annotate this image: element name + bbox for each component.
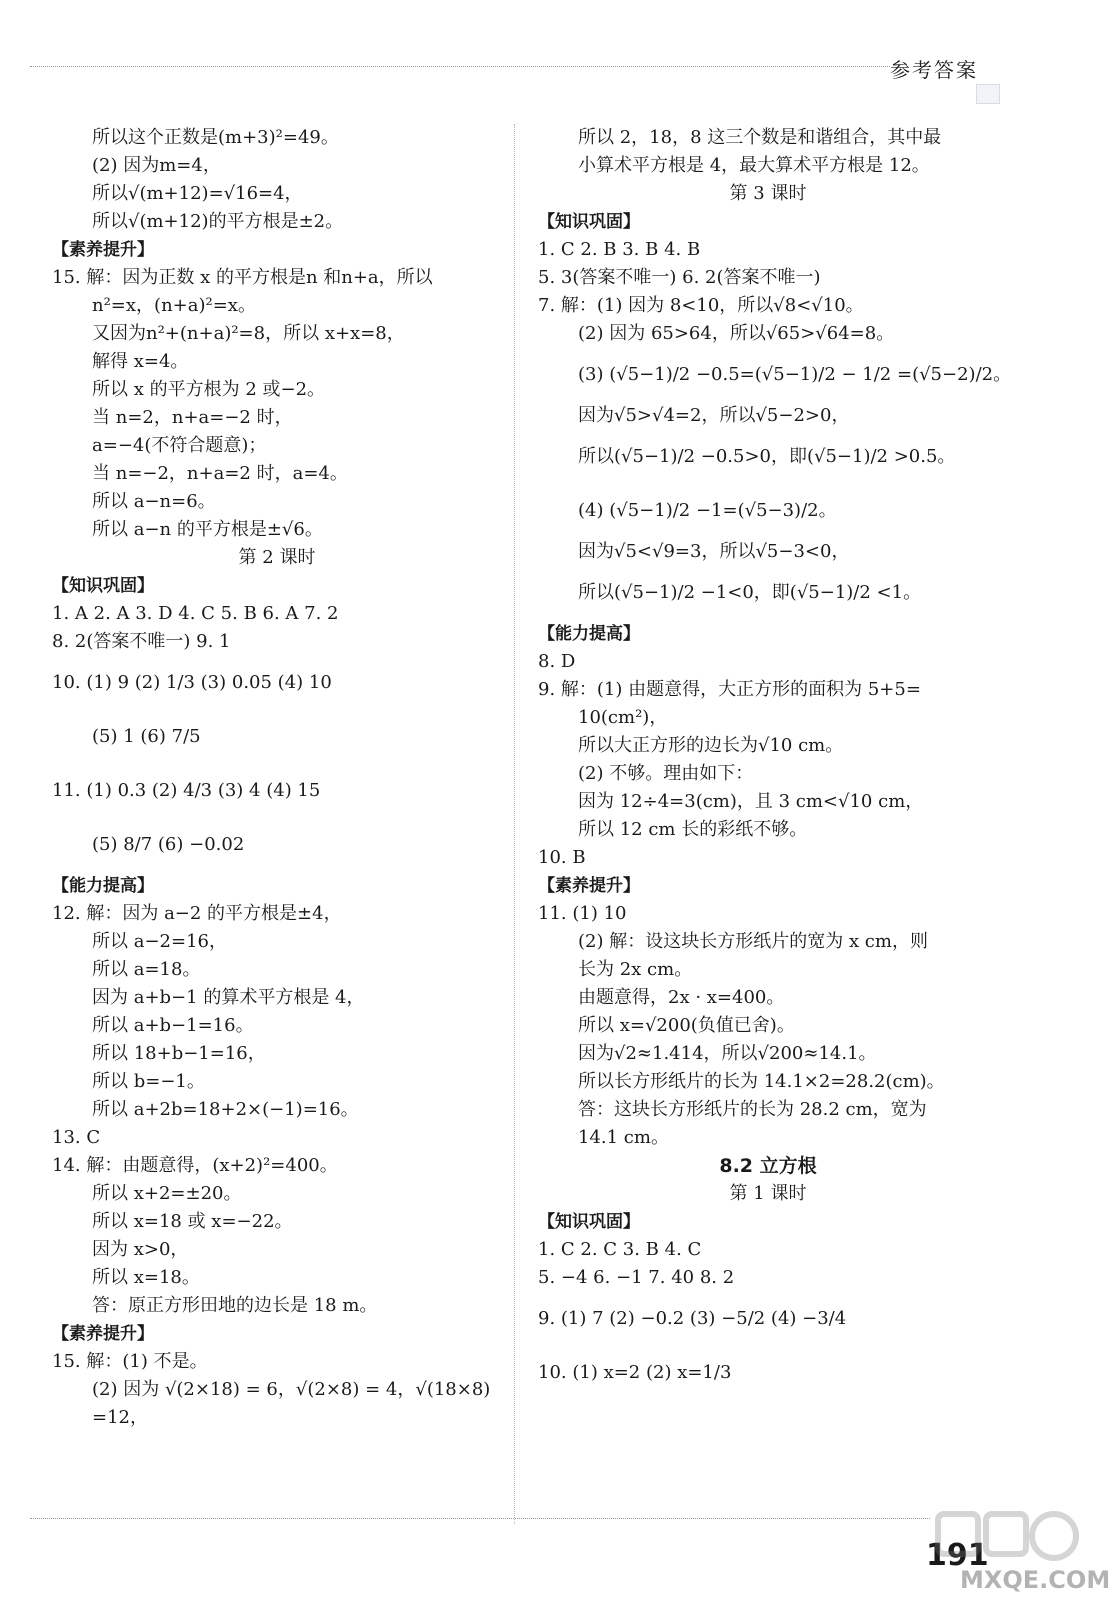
answer-line: 所以这个正数是(m+3)²=49。: [92, 127, 339, 148]
answer-line: 1. C 2. B 3. B 4. B: [538, 239, 701, 260]
answer-line: 12. 解：因为 a−2 的平方根是±4，: [52, 903, 342, 924]
answer-line: 10. (1) x=2 (2) x=1/3: [538, 1362, 732, 1383]
answer-line: 小算术平方根是 4，最大算术平方根是 12。: [578, 155, 930, 176]
answer-line: (5) 1 (6) 7/5: [92, 726, 201, 747]
watermark-text: MXQE.COM: [960, 1566, 1110, 1594]
answer-line: 当 n=−2，n+a=2 时，a=4。: [92, 463, 348, 484]
section-heading: 【知识巩固】: [52, 576, 154, 596]
answer-line: 第 3 课时: [729, 183, 807, 204]
answer-line: 又因为n²+(n+a)²=8，所以 x+x=8，: [92, 323, 405, 344]
section-heading: 【能力提高】: [52, 876, 154, 896]
answer-line: 10. B: [538, 847, 586, 868]
answer-line: 当 n=2，n+a=−2 时，: [92, 407, 293, 428]
answer-line: 第 1 课时: [729, 1183, 807, 1204]
answer-line: 8.2 立方根: [719, 1155, 817, 1177]
answer-line: 因为√5<√9=3，所以√5−3<0，: [578, 541, 850, 562]
answer-line: 因为√5>√4=2，所以√5−2>0，: [578, 405, 850, 426]
section-heading: 【素养提升】: [52, 240, 154, 260]
corner-mark-icon: [976, 84, 1000, 104]
answer-line: 11. (1) 10: [538, 903, 627, 924]
answer-line: 所以 x=18 或 x=−22。: [92, 1211, 293, 1232]
answer-line: 15. 解：因为正数 x 的平方根是n 和n+a，所以: [52, 267, 433, 288]
answer-line: 7. 解：(1) 因为 8<10，所以√8<√10。: [538, 295, 864, 316]
answer-line: 所以 a−2=16，: [92, 931, 227, 952]
answer-line: 9. 解：(1) 由题意得，大正方形的面积为 5+5=: [538, 679, 921, 700]
answer-line: 所以 18+b−1=16，: [92, 1043, 266, 1064]
answer-line: 所以(√5−1)/2 −0.5>0，即(√5−1)/2 >0.5。: [578, 446, 956, 467]
answer-line: 5. −4 6. −1 7. 40 8. 2: [538, 1267, 735, 1288]
answer-line: 答：原正方形田地的边长是 18 m。: [92, 1295, 378, 1316]
answer-line: (4) (√5−1)/2 −1=(√5−3)/2。: [578, 500, 837, 521]
answer-line: 1. A 2. A 3. D 4. C 5. B 6. A 7. 2: [52, 603, 339, 624]
answer-line: 5. 3(答案不唯一) 6. 2(答案不唯一): [538, 267, 821, 288]
answer-line: 所以大正方形的边长为√10 cm。: [578, 735, 844, 756]
answer-line: 所以 a−n 的平方根是±√6。: [92, 519, 323, 540]
answer-line: 所以 x 的平方根为 2 或−2。: [92, 379, 326, 400]
answer-line: 由题意得，2x · x=400。: [578, 987, 785, 1008]
right-column: [538, 124, 1012, 1400]
answer-line: 10. (1) 9 (2) 1/3 (3) 0.05 (4) 10: [52, 672, 332, 693]
answer-line: 13. C: [52, 1127, 101, 1148]
answer-line: (2) 不够。理由如下：: [578, 763, 754, 784]
answer-line: 第 2 课时: [238, 547, 316, 568]
answer-line: (2) 因为 65>64，所以√65>√64=8。: [578, 323, 895, 344]
answer-line: 因为 a+b−1 的算术平方根是 4，: [92, 987, 365, 1008]
answer-line: 所以 a+b−1=16。: [92, 1015, 254, 1036]
page-number: 191: [926, 1538, 989, 1573]
answer-line: 所以 2，18，8 这三个数是和谐组合，其中最: [578, 127, 942, 148]
answer-line: 所以 a=18。: [92, 959, 201, 980]
answer-line: 所以(√5−1)/2 −1<0，即(√5−1)/2 <1。: [578, 582, 922, 603]
answer-line: 因为 12÷4=3(cm)，且 3 cm<√10 cm，: [578, 791, 924, 812]
answer-line: 所以 12 cm 长的彩纸不够。: [578, 819, 808, 840]
answer-line: 解得 x=4。: [92, 351, 189, 372]
answer-line: n²=x，(n+a)²=x。: [92, 295, 256, 316]
answer-line: 因为 x>0，: [92, 1239, 189, 1260]
answer-line: 14.1 cm。: [578, 1127, 669, 1148]
answer-line: 所以 x+2=±20。: [92, 1183, 242, 1204]
answer-line: 所以 a−n=6。: [92, 491, 216, 512]
answer-line: (3) (√5−1)/2 −0.5=(√5−1)/2 − 1/2 =(√5−2)/2。: [578, 364, 1012, 385]
footer-rule: [30, 1518, 930, 1519]
left-column: [52, 124, 502, 1432]
answer-line: 所以 x=18。: [92, 1267, 200, 1288]
section-heading: 【素养提升】: [52, 1324, 154, 1344]
section-heading: 【素养提升】: [538, 876, 640, 896]
answer-line: 答：这块长方形纸片的长为 28.2 cm，宽为: [578, 1099, 927, 1120]
section-heading: 【知识巩固】: [538, 1212, 640, 1232]
answer-line: (5) 8/7 (6) −0.02: [92, 834, 245, 855]
answer-line: 8. 2(答案不唯一) 9. 1: [52, 631, 231, 652]
answer-line: 9. (1) 7 (2) −0.2 (3) −5/2 (4) −3/4: [538, 1308, 847, 1329]
answer-line: (2) 因为m=4，: [92, 155, 221, 176]
answer-line: 所以√(m+12)的平方根是±2。: [92, 211, 344, 232]
answer-line: 长为 2x cm。: [578, 959, 693, 980]
answer-line: 11. (1) 0.3 (2) 4/3 (3) 4 (4) 15: [52, 780, 321, 801]
answer-line: 所以长方形纸片的长为 14.1×2=28.2(cm)。: [578, 1071, 945, 1092]
answer-line: 1. C 2. C 3. B 4. C: [538, 1239, 702, 1260]
answer-line: (2) 因为 √(2×18) = 6，√(2×8) = 4，√(18×8): [92, 1379, 491, 1400]
answer-line: 所以 a+2b=18+2×(−1)=16。: [92, 1099, 359, 1120]
answer-line: 14. 解：由题意得，(x+2)²=400。: [52, 1155, 338, 1176]
section-heading: 【知识巩固】: [538, 212, 640, 232]
answer-line: 所以 b=−1。: [92, 1071, 205, 1092]
answer-line: 15. 解：(1) 不是。: [52, 1351, 208, 1372]
answer-line: =12，: [92, 1407, 148, 1428]
answer-line: a=−4(不符合题意)；: [92, 435, 267, 456]
answer-line: 因为√2≈1.414，所以√200≈14.1。: [578, 1043, 877, 1064]
answer-line: 10(cm²)，: [578, 707, 668, 728]
header-rule: [30, 66, 890, 67]
column-divider: [514, 124, 515, 1524]
answer-line: (2) 解：设这块长方形纸片的宽为 x cm，则: [578, 931, 928, 952]
answer-line: 所以 x=√200(负值已舍)。: [578, 1015, 795, 1036]
section-heading: 【能力提高】: [538, 624, 640, 644]
header-title: 参考答案: [890, 58, 978, 82]
answer-line: 所以√(m+12)=√16=4，: [92, 183, 303, 204]
answer-line: 8. D: [538, 651, 576, 672]
